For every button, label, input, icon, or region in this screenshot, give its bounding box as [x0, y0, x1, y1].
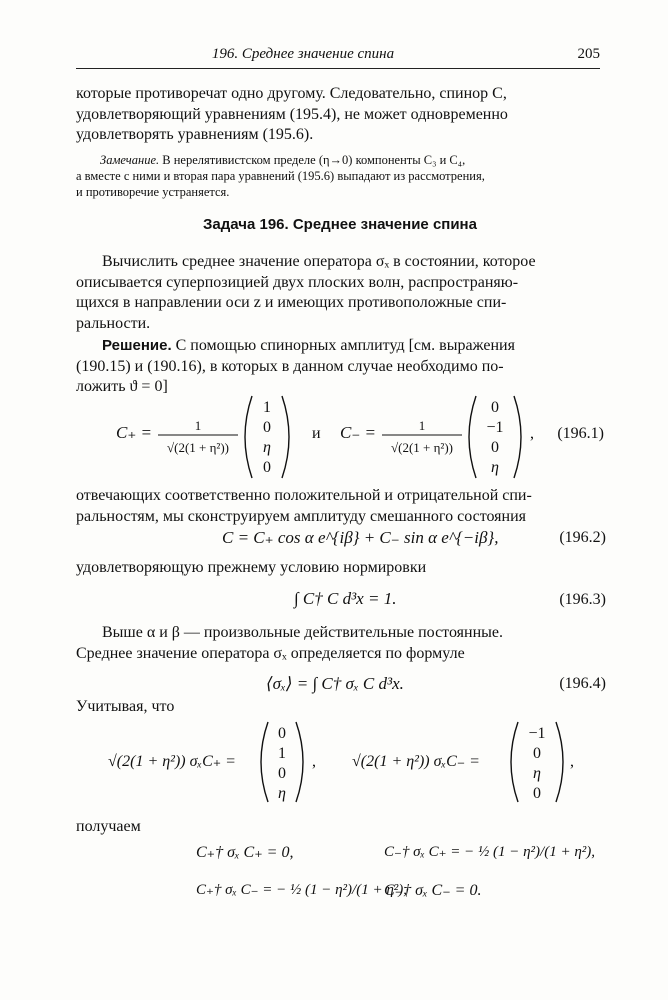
- svg-text:,: ,: [530, 425, 534, 442]
- vector-entry: 0: [263, 459, 271, 476]
- text-line: С помощью спинорных амплитуд [см. выражения: [171, 337, 515, 354]
- text-block: [76, 558, 604, 579]
- vector-entry: 1: [278, 745, 286, 762]
- text-line: отвечающих соответственно положительной и отрицательной спи-: [76, 487, 532, 504]
- text-block: [76, 817, 604, 838]
- text-line: удовлетворяющую прежнему условию нормировки: [76, 559, 427, 576]
- page-number: 205: [577, 46, 600, 62]
- text-line: а вместе с ними и вторая пара уравнений (195.6) выпадают из рассмотрения,: [76, 169, 485, 183]
- text-line: (190.15) и (190.16), в которых в данном случае необходимо по-: [76, 357, 504, 375]
- text-line: щихся в направлении оси z и имеющих противоположные спи-: [76, 294, 507, 311]
- text-block: [76, 486, 604, 527]
- vector-entry: 0: [533, 785, 541, 802]
- fraction-denominator: √(2(1 + η²)): [391, 440, 453, 455]
- running-header: [76, 44, 600, 70]
- sigma-plus-lhs: √(2(1 + η²)) σₓC₊ =: [108, 753, 236, 770]
- conjunction: и: [312, 425, 321, 442]
- equation-196-1: [0, 390, 668, 485]
- result-formula: C₋† σₓ C₊ = − ½ (1 − η²)/(1 + η²),: [384, 844, 596, 860]
- text-line: В нерелятивистском пределе (η→0) компоненты C₃ и C₄,: [159, 153, 466, 167]
- vector-entry: η: [278, 785, 286, 802]
- equation-number: (196.3): [559, 591, 606, 608]
- text-line: ральности.: [76, 314, 151, 332]
- solution-paragraph: [76, 336, 604, 398]
- equation-sigma-x: [0, 716, 668, 808]
- vector-entry: η: [263, 439, 271, 456]
- vector-entry: 0: [278, 725, 286, 742]
- equation-196-2: C = C₊ cos α e^{iβ} + C₋ sin α e^{−iβ},: [222, 528, 499, 547]
- svg-text:,: ,: [312, 753, 316, 770]
- cminus-lhs: C₋ =: [340, 423, 377, 442]
- remark-label: Замечание.: [100, 153, 160, 167]
- equation-196-4: ⟨σₓ⟩ = ∫ C† σₓ C d³x.: [266, 674, 404, 693]
- intro-paragraph: [76, 84, 604, 146]
- sigma-minus-lhs: √(2(1 + η²)) σₓC₋ =: [352, 753, 480, 770]
- result-formula: C₊† σₓ C₋ = − ½ (1 − η²)/(1 + η²),: [196, 882, 408, 898]
- fraction-numerator: 1: [418, 418, 426, 433]
- text-block: [76, 623, 604, 664]
- vector-entry: 0: [491, 399, 499, 416]
- vector-entry: 0: [263, 419, 271, 436]
- problem-heading: Задача 196. Среднее значение спина: [203, 216, 477, 233]
- text-line: Учитывая, что: [76, 698, 175, 715]
- fraction-denominator: √(2(1 + η²)): [167, 440, 229, 455]
- cplus-lhs: C₊ =: [116, 423, 153, 442]
- solution-label: Решение.: [102, 337, 172, 354]
- equation-number: (196.1): [557, 425, 604, 442]
- text-line: Вычислить среднее значение оператора σₓ в состоянии, которое: [102, 253, 536, 270]
- vector-entry: −1: [528, 725, 546, 742]
- header-rule: [76, 68, 600, 69]
- text-line: описывается суперпозицией двух плоских волн, распространяю-: [76, 273, 519, 291]
- text-line: удовлетворяющий уравнениям (195.4), не может одновременно: [76, 105, 508, 123]
- problem-statement: [76, 252, 604, 334]
- header-title: 196. Среднее значение спина: [211, 46, 395, 62]
- equation-196-3: ∫ C† C d³x = 1.: [294, 589, 397, 608]
- vector-entry: 1: [263, 399, 271, 416]
- equation-number: (196.4): [559, 675, 606, 692]
- vector-entry: 0: [533, 745, 541, 762]
- text-line: Выше α и β — произвольные действительные постоянные.: [102, 624, 503, 641]
- fraction-numerator: 1: [194, 418, 202, 433]
- vector-entry: 0: [491, 439, 499, 456]
- text-line: ложить ϑ = 0]: [76, 378, 168, 395]
- remark-note: [76, 152, 604, 200]
- text-line: удовлетворять уравнениям (195.6).: [76, 126, 314, 143]
- text-block: [76, 697, 604, 718]
- result-formula: C₊† σₓ C₊ = 0,: [196, 844, 294, 861]
- text-line: получаем: [76, 818, 141, 835]
- vector-entry: −1: [486, 419, 504, 436]
- text-line: которые противоречат одно другому. Следовательно, спинор C,: [76, 85, 507, 102]
- text-line: и противоречие устраняется.: [76, 185, 230, 199]
- text-line: Среднее значение оператора σₓ определяется по формуле: [76, 644, 465, 662]
- svg-text:,: ,: [570, 753, 574, 770]
- vector-entry: η: [533, 765, 541, 782]
- vector-entry: 0: [278, 765, 286, 782]
- text-line: ральностям, мы сконструируем амплитуду смешанного состояния: [76, 507, 527, 525]
- equation-number: (196.2): [559, 529, 606, 546]
- result-formula: C₋† σₓ C₋ = 0.: [384, 882, 482, 899]
- vector-entry: η: [491, 459, 499, 476]
